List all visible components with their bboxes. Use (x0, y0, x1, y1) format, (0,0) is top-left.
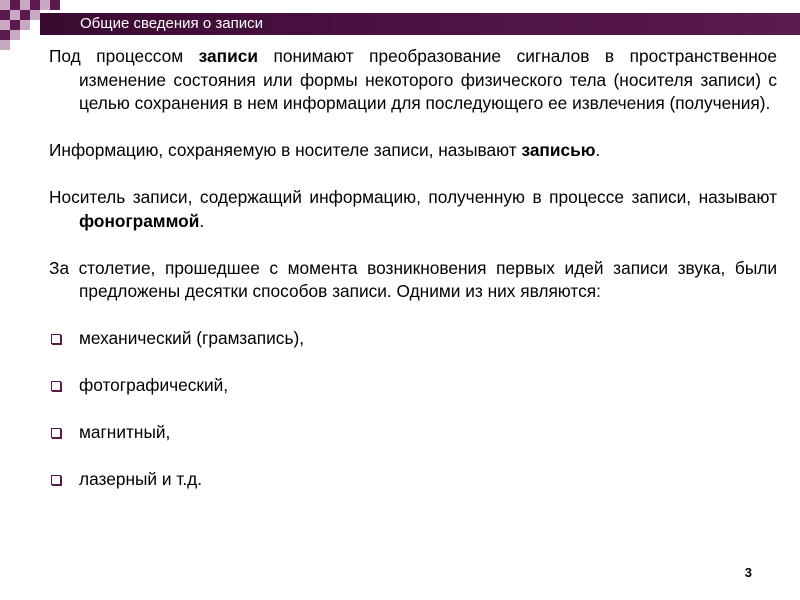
slide-content (49, 45, 777, 515)
hollow-square-bullet-icon (51, 428, 61, 438)
recording-methods-list (49, 327, 777, 492)
slide-title: Общие сведения о записи (80, 15, 263, 32)
paragraph-definition-phonogram: Носитель записи, содержащий информацию, полученную в процессе записи, называют фонограммой. (49, 187, 777, 231)
paragraph-definition-record: Информацию, сохраняемую в носителе записи, называют записью. (49, 140, 601, 160)
slide-title-bar (40, 13, 800, 35)
hollow-square-bullet-icon (51, 381, 61, 391)
hollow-square-bullet-icon (51, 334, 61, 344)
paragraph-recording-methods: За столетие, прошедшее с момента возникновения первых идей записи звука, были предложены десятки способов записи. Одними из них являются: (49, 257, 777, 301)
list-item-mechanical: механический (грамзапись), (49, 327, 777, 351)
page-number: 3 (744, 565, 752, 580)
list-item-photographic: фотографический, (49, 374, 777, 398)
paragraph-definition-recording: Под процессом записи понимают преобразование сигналов в пространственное изменение состояния или формы некоторого физического тела (носителя записи) с целью сохранения в нем информации для последующего ее извлечения (получения). (49, 46, 778, 113)
list-item-laser: лазерный и т.д. (49, 468, 777, 492)
hollow-square-bullet-icon (51, 475, 61, 485)
list-item-magnetic: магнитный, (49, 421, 777, 445)
